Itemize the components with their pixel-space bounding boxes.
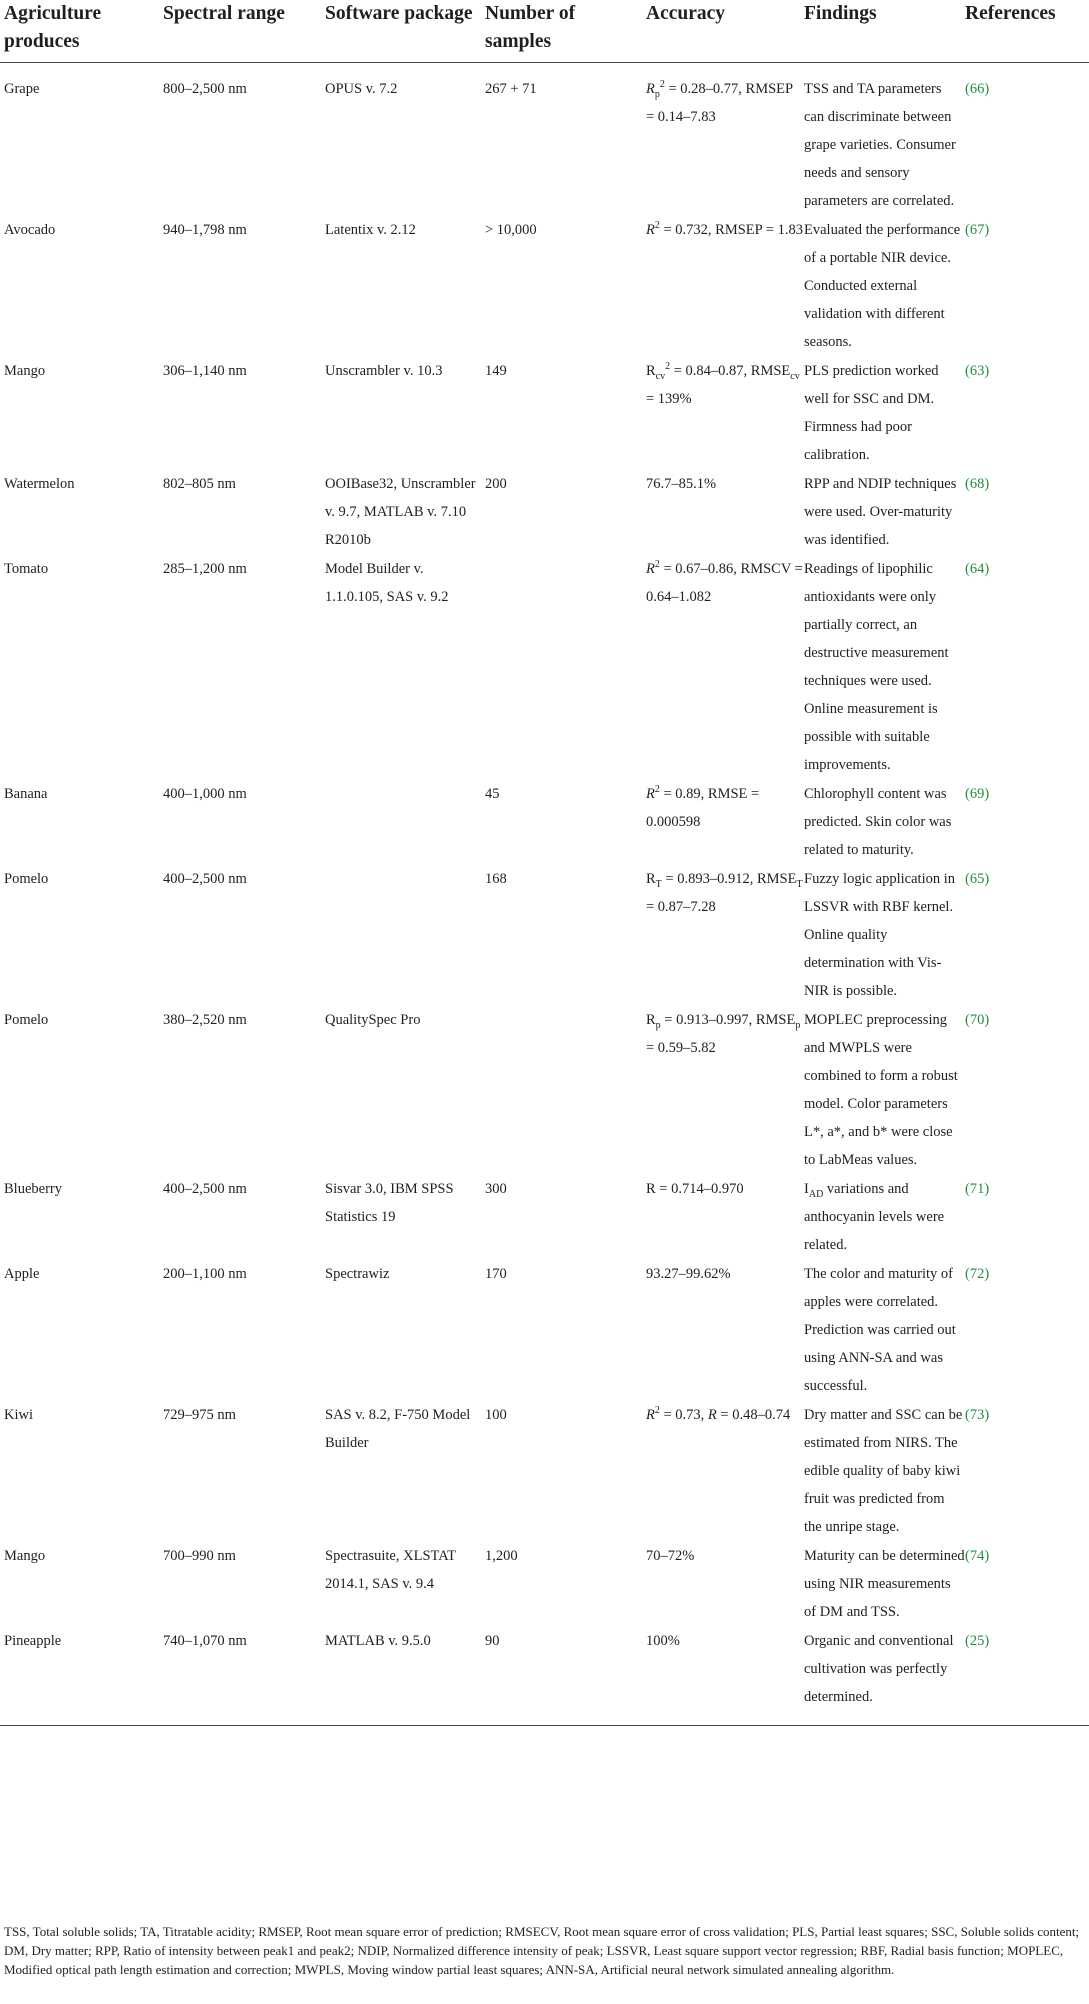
header-produce: Agriculture produces (4, 3, 102, 52)
cell-samples: > 10,000 (485, 222, 537, 238)
cell-spectral-range: 306–1,140 nm (163, 363, 247, 379)
accuracy-part: R (646, 561, 655, 577)
cell-accuracy (646, 1542, 804, 1627)
cell-software: Latentix v. 2.12 (325, 222, 416, 238)
cell-reference: (67) (965, 222, 990, 238)
accuracy-part: R (646, 81, 655, 97)
cell-accuracy (646, 780, 804, 865)
accuracy-part: R (646, 871, 656, 887)
cell-software (325, 865, 485, 1006)
cell-accuracy (646, 1401, 804, 1542)
cell-software: Spectrawiz (325, 1266, 390, 1282)
cell-reference: (69) (965, 786, 990, 802)
cell-samples: 1,200 (485, 1548, 518, 1564)
accuracy-part: R (707, 1407, 717, 1423)
cell-produce: Blueberry (4, 1181, 62, 1197)
cell-spectral-range: 729–975 nm (163, 1407, 236, 1423)
cell-findings: The color and maturity of apples were correlated. Prediction was carried out using ANN-SA and was successful. (804, 1266, 956, 1394)
accuracy-part: = 0.87–7.28 (646, 899, 716, 915)
accuracy-part: = 0.732, RMSEP = 1.83 (659, 222, 803, 238)
cell-samples: 90 (485, 1633, 500, 1649)
accuracy-part: p (654, 88, 660, 100)
cell-software: OOIBase32, Unscrambler v. 9.7, MATLAB v. 7.10 R2010b (325, 476, 476, 548)
cell-produce: Mango (4, 1548, 46, 1564)
cell-spectral-range: 740–1,070 nm (163, 1633, 247, 1649)
accuracy-part: = 0.913–0.997, RMSE (660, 1012, 796, 1028)
table-row (0, 216, 1089, 357)
cell-produce: Pomelo (4, 871, 49, 887)
accuracy-part: p (655, 1019, 661, 1031)
cell-produce: Avocado (4, 222, 56, 238)
accuracy-part: = 0.73, (659, 1407, 708, 1423)
accuracy-part: 2 (654, 220, 660, 232)
cell-produce: Tomato (4, 561, 49, 577)
table-row (0, 63, 1089, 217)
table-row (0, 865, 1089, 1006)
cell-accuracy (646, 1175, 804, 1260)
cell-accuracy (646, 1627, 804, 1726)
cell-software: Spectrasuite, XLSTAT 2014.1, SAS v. 9.4 (325, 1548, 456, 1592)
cell-reference: (72) (965, 1266, 990, 1282)
cell-spectral-range: 380–2,520 nm (163, 1012, 247, 1028)
accuracy-part: 100% (646, 1633, 680, 1649)
cell-reference: (64) (965, 561, 990, 577)
cell-software: Model Builder v. 1.1.0.105, SAS v. 9.2 (325, 561, 449, 605)
accuracy-part: 93.27–99.62% (646, 1266, 731, 1282)
cell-samples (485, 1006, 646, 1175)
header-references: References (965, 3, 1056, 24)
accuracy-part: R (646, 1407, 655, 1423)
accuracy-part: = 139% (646, 391, 692, 407)
cell-spectral-range: 400–1,000 nm (163, 786, 247, 802)
cell-findings: Readings of lipophilic antioxidants were only partially correct, an destructive measurement techniques were used. Online measurement is possible with suitable improvements. (804, 561, 949, 773)
cell-software (325, 780, 485, 865)
cell-software: Sisvar 3.0, IBM SPSS Statistics 19 (325, 1181, 454, 1225)
cell-accuracy (646, 555, 804, 780)
accuracy-part: R (646, 1012, 656, 1028)
accuracy-part: R (646, 786, 655, 802)
table-row (0, 470, 1089, 555)
accuracy-part: 2 (654, 559, 660, 571)
findings-part: variations and anthocyanin levels were related. (804, 1181, 945, 1253)
cell-produce: Watermelon (4, 476, 75, 492)
accuracy-part: 2 (659, 79, 665, 91)
accuracy-part: = 0.84–0.87, RMSE (670, 363, 791, 379)
cell-software: OPUS v. 7.2 (325, 81, 398, 97)
accuracy-part: R (646, 222, 655, 238)
cell-accuracy (646, 470, 804, 555)
accuracy-part: cv (790, 370, 800, 382)
header-spectral-range: Spectral range (163, 3, 285, 24)
cell-reference: (74) (965, 1548, 990, 1564)
cell-software: QualitySpec Pro (325, 1012, 421, 1028)
cell-reference: (25) (965, 1633, 990, 1649)
cell-samples: 168 (485, 871, 507, 887)
cell-reference: (68) (965, 476, 990, 492)
cell-produce: Banana (4, 786, 48, 802)
cell-findings: PLS prediction worked well for SSC and DM. Firmness had poor calibration. (804, 363, 939, 463)
cell-findings: Evaluated the performance of a portable NIR device. Conducted external validation with different seasons. (804, 222, 961, 350)
cell-spectral-range: 400–2,500 nm (163, 1181, 247, 1197)
cell-accuracy (646, 63, 804, 217)
table-row (0, 780, 1089, 865)
cell-reference: (70) (965, 1012, 990, 1028)
cell-spectral-range: 940–1,798 nm (163, 222, 247, 238)
cell-spectral-range: 285–1,200 nm (163, 561, 247, 577)
accuracy-part: = 0.893–0.912, RMSE (661, 871, 797, 887)
cell-findings: Fuzzy logic application in LSSVR with RBF kernel. Online quality determination with Vis-NIR is possible. (804, 871, 956, 999)
cell-spectral-range: 800–2,500 nm (163, 81, 247, 97)
cell-findings: TSS and TA parameters can discriminate between grape varieties. Consumer needs and sensory parameters are correlated. (804, 81, 956, 209)
cell-produce: Pineapple (4, 1633, 62, 1649)
accuracy-part: = 0.59–5.82 (646, 1040, 716, 1056)
cell-software: SAS v. 8.2, F-750 Model Builder (325, 1407, 471, 1451)
accuracy-part: = 0.89, RMSE = 0.000598 (646, 786, 760, 830)
accuracy-part: 2 (665, 361, 671, 373)
accuracy-part: = 0.67–0.86, RMSCV = 0.64–1.082 (646, 561, 803, 605)
accuracy-part: R (646, 363, 656, 379)
header-software: Software package (325, 3, 473, 24)
cell-samples: 45 (485, 786, 500, 802)
cell-spectral-range: 802–805 nm (163, 476, 236, 492)
header-accuracy: Accuracy (646, 3, 726, 24)
cell-reference: (65) (965, 871, 990, 887)
accuracy-part: = 0.48–0.74 (716, 1407, 791, 1423)
accuracy-part: 76.7–85.1% (646, 476, 717, 492)
table-row (0, 357, 1089, 470)
accuracy-part: R = 0.714–0.970 (646, 1181, 744, 1197)
cell-spectral-range: 700–990 nm (163, 1548, 236, 1564)
cell-software: Unscrambler v. 10.3 (325, 363, 443, 379)
cell-spectral-range: 400–2,500 nm (163, 871, 247, 887)
table-footnote: TSS, Total soluble solids; TA, Titratable acidity; RMSEP, Root mean square error of prediction; RMSECV, Root mean square error of cross validation; PLS, Partial least squares; SSC, Soluble solids content; DM, Dry matter; RPP, Ratio of intensity between peak1 and peak2; NDIP, Normalized difference intensity of peak; LSSVR, Least square support vector regression; RBF, Radial basis function; MOPLEC, Modified optical path length estimation and correction; MWPLS, Moving window partial least squares; ANN-SA, Artificial neural network simulated annealing algorithm. (4, 1924, 1080, 1977)
findings-part: AD (808, 1188, 824, 1200)
table-body (0, 63, 1089, 1726)
accuracy-part: = 0.28–0.77, RMSEP = 0.14–7.83 (646, 81, 793, 125)
cell-findings: Maturity can be determined using NIR measurements of DM and TSS. (804, 1548, 965, 1620)
accuracy-part: p (795, 1019, 801, 1031)
cell-produce: Grape (4, 81, 40, 97)
findings-part: I (804, 1181, 809, 1197)
accuracy-part: 2 (654, 1405, 660, 1417)
cell-reference: (71) (965, 1181, 990, 1197)
cell-accuracy (646, 216, 804, 357)
accuracy-part: 70–72% (646, 1548, 695, 1564)
cell-spectral-range: 200–1,100 nm (163, 1266, 247, 1282)
cell-accuracy (646, 865, 804, 1006)
cell-produce: Mango (4, 363, 46, 379)
cell-produce: Apple (4, 1266, 40, 1282)
cell-findings: Chlorophyll content was predicted. Skin color was related to maturity. (804, 786, 952, 858)
cell-reference: (66) (965, 81, 990, 97)
cell-samples: 300 (485, 1181, 507, 1197)
cell-reference: (63) (965, 363, 990, 379)
cell-samples: 267 + 71 (485, 81, 537, 97)
table-row (0, 555, 1089, 780)
cell-samples: 170 (485, 1266, 507, 1282)
cell-software: MATLAB v. 9.5.0 (325, 1633, 431, 1649)
cell-produce: Pomelo (4, 1012, 49, 1028)
cell-findings: Organic and conventional cultivation was perfectly determined. (804, 1633, 954, 1705)
accuracy-part: T (796, 878, 803, 890)
table-row (0, 1006, 1089, 1175)
header-findings: Findings (804, 3, 877, 24)
table-row (0, 1175, 1089, 1260)
accuracy-part: T (655, 878, 662, 890)
table-header (0, 0, 1089, 63)
cell-findings: RPP and NDIP techniques were used. Over-maturity was identified. (804, 476, 957, 548)
table-row (0, 1260, 1089, 1401)
cell-samples: 149 (485, 363, 507, 379)
table-row (0, 1401, 1089, 1542)
accuracy-part: cv (655, 370, 666, 382)
cell-accuracy (646, 1006, 804, 1175)
cell-samples (485, 555, 646, 780)
cell-accuracy (646, 1260, 804, 1401)
cell-findings (804, 1175, 965, 1260)
cell-samples: 200 (485, 476, 507, 492)
table-row (0, 1542, 1089, 1627)
cell-findings: Dry matter and SSC can be estimated from NIRS. The edible quality of baby kiwi fruit was predicted from the unripe stage. (804, 1407, 963, 1535)
table-row (0, 1627, 1089, 1726)
cell-accuracy (646, 357, 804, 470)
cell-produce: Kiwi (4, 1407, 33, 1423)
accuracy-part: 2 (654, 784, 660, 796)
cell-reference: (73) (965, 1407, 990, 1423)
header-samples: Number of samples (485, 3, 576, 52)
cell-samples: 100 (485, 1407, 507, 1423)
cell-findings: MOPLEC preprocessing and MWPLS were combined to form a robust model. Color parameters L*, a*, and b* were close to LabMeas values. (804, 1012, 958, 1168)
